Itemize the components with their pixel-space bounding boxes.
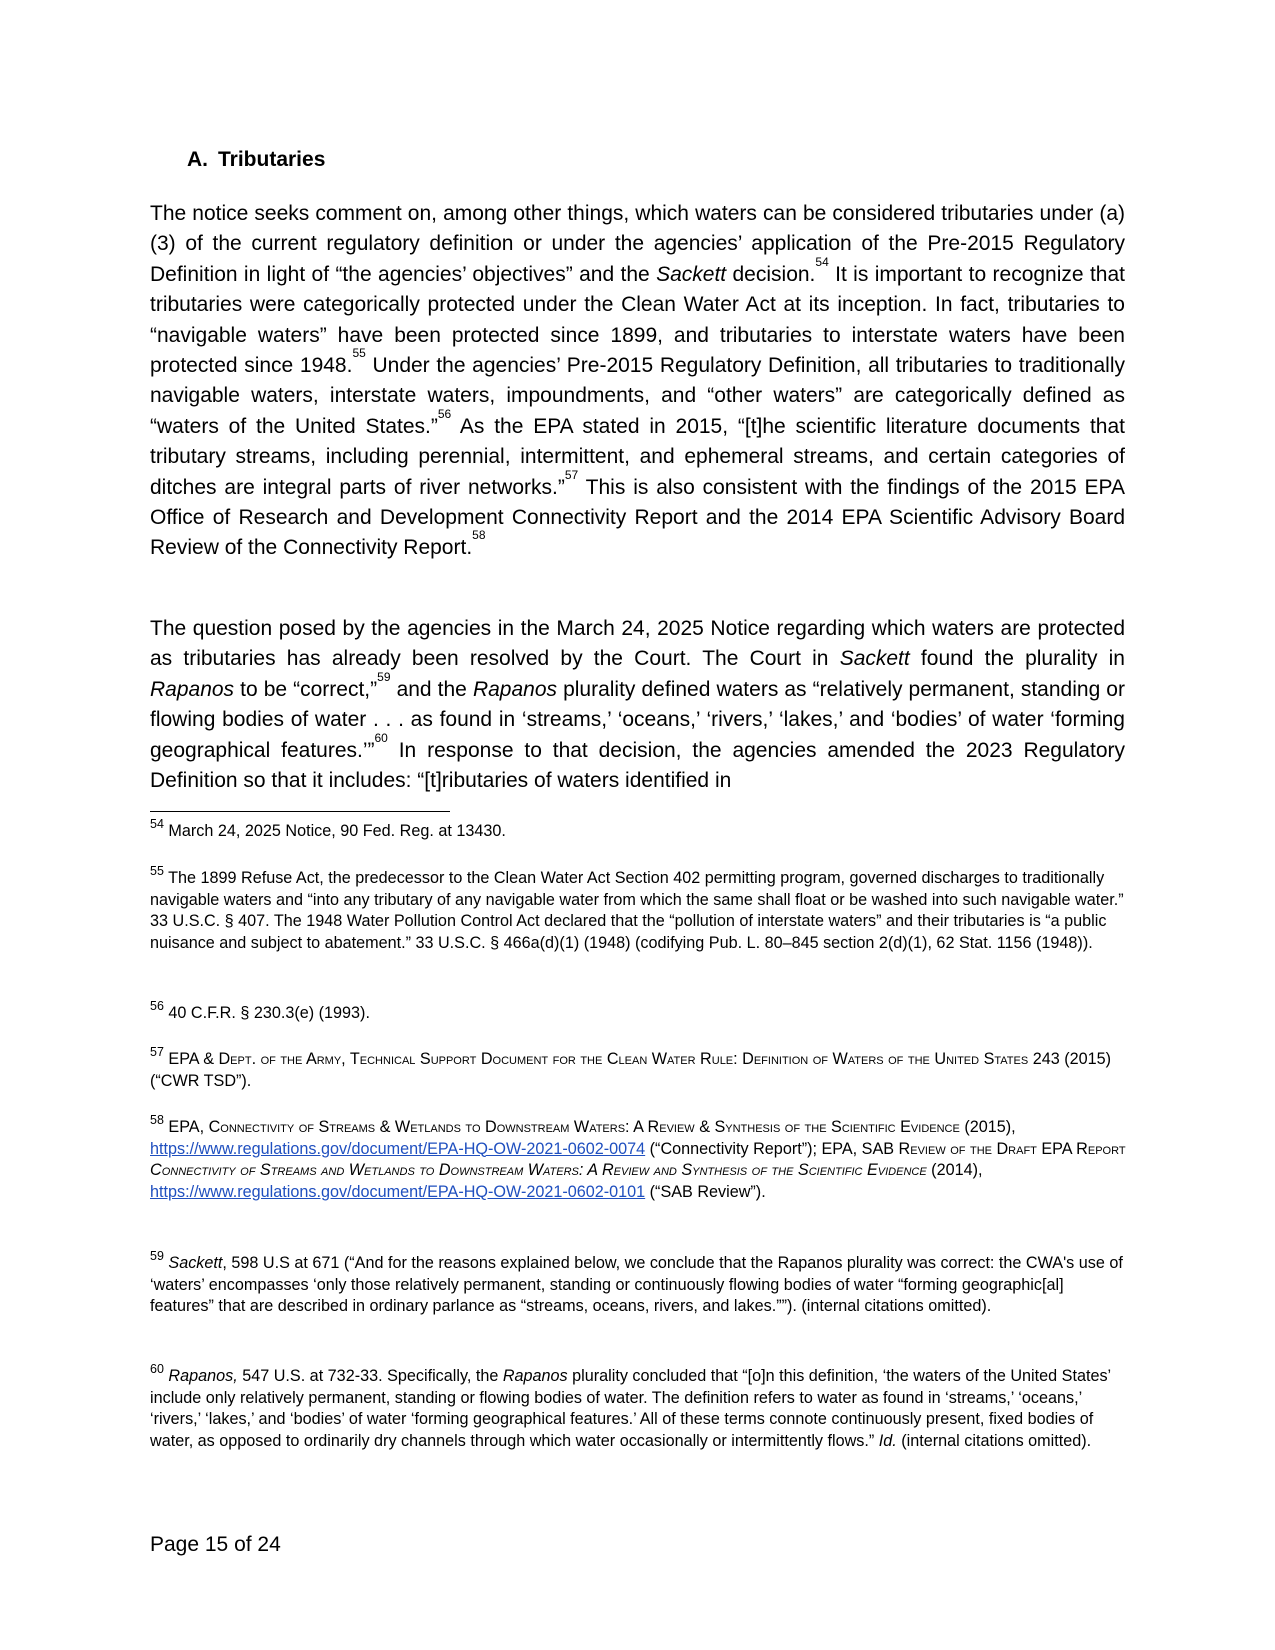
footnote-text: plurality concluded that “[o]n this definition, ‘the waters of the United States’ include only relatively permanent, standing or flowing bodies of water. The definition refers to water as found in ‘streams,’ ‘oceans,’ ‘rivers,’ ‘lakes,’ and ‘bodies’ of water ‘forming geographical features.’ All of these terms connote continuously present, fixed bodies of water, as opposed to ordinarily dry channels through which water occasionally or intermittently flows.” (150, 1367, 1111, 1450)
section-title: Tributaries (218, 148, 326, 171)
footnote-text: The 1899 Refuse Act, the predecessor to the Clean Water Act Section 402 permitting program, governed discharges to traditionally navigable waters and “into any tributary of any navigable water from which the same shall float or be washed into such navigable water.” 33 U.S.C. § 407. The 1948 Water Pollution Control Act declared that the “pollution of interstate waters” and their tributaries is “a public nuisance and subject to abatement.” 33 U.S.C. § 466a(d)(1) (1948) (codifying Pub. L. 80–845 section 2(d)(1), 62 Stat. 1156 (1948)). (150, 869, 1124, 952)
footnote-text: 40 C.F.R. § 230.3(e) (1993). (163, 1004, 370, 1022)
text-span: found the plurality in (909, 647, 1125, 671)
footnote-number: 56 (150, 999, 164, 1013)
case-name: Rapanos (150, 677, 235, 701)
text-span: This is also consistent with the findings of the 2015 EPA Office of Research and Development Connectivity Report and the 2014 EPA Scientific Advisory Board Review of the Connectivity Report. (150, 475, 1125, 560)
footnote-54 (150, 817, 1130, 843)
text-span: plurality defined waters as “relatively permanent, standing or flowing bodies of water . . . as found in ‘streams,’ ‘oceans,’ ‘rivers,’ ‘lakes,’ and ‘bodies’ of water ‘forming geographical features.’” (150, 677, 1125, 762)
footnote-text: (“SAB Review”). (645, 1182, 766, 1201)
footnote-ref-57[interactable]: 57 (564, 467, 579, 482)
paragraph-2 (150, 614, 1125, 796)
page-number: Page 15 of 24 (150, 1533, 281, 1556)
footnote-56 (150, 999, 1130, 1025)
section-heading (187, 148, 325, 172)
footnote-text: 243 (2015) (“CWR TSD”). (150, 1050, 1111, 1090)
footnote-55 (150, 864, 1130, 954)
text-span: decision. (726, 262, 816, 286)
citation-title: EPA, Connectivity of Streams & Wetlands to Downstream Waters: A Review & Synthesis of the Scientific Evidence (163, 1118, 960, 1136)
footnote-58 (150, 1113, 1130, 1203)
case-name: Sackett (163, 1254, 223, 1272)
text-span: and the (390, 677, 473, 701)
connectivity-report-link[interactable]: https://www.regulations.gov/document/EPA-HQ-OW-2021-0602-0074 (150, 1139, 646, 1158)
footnote-ref-58[interactable]: 58 (472, 528, 486, 543)
footnote-57 (150, 1045, 1130, 1092)
footnote-ref-56[interactable]: 56 (437, 406, 452, 421)
footnote-59 (150, 1249, 1130, 1318)
footnote-text: (2015), (959, 1118, 1016, 1136)
citation-title: SAB Review of the Draft EPA Report (861, 1139, 1126, 1158)
footnote-60 (150, 1362, 1130, 1452)
case-name: Rapanos (502, 1367, 568, 1385)
case-name: Sackett (839, 647, 910, 671)
paragraph-1 (150, 199, 1125, 564)
footnote-text: (internal citations omitted). (896, 1431, 1092, 1450)
text-span: It is important to recognize that tributaries were categorically protected under the Clean Water Act at its inception. In fact, tributaries to “navigable waters” have been protected since 1899, and tributaries to interstate waters have been protected since 1948. (150, 262, 1125, 378)
citation-id: Id. (878, 1431, 897, 1450)
footnote-number: 55 (150, 864, 164, 878)
text-span: Under the agencies’ Pre-2015 Regulatory Definition, all tributaries to traditionally navigable waters, interstate waters, impoundments, and “other waters” are categorically defined as “waters of the United States.” (150, 354, 1125, 438)
footnote-number: 59 (150, 1249, 164, 1263)
sab-review-link[interactable]: https://www.regulations.gov/document/EPA-HQ-OW-2021-0602-0101 (150, 1182, 646, 1201)
text-span: to be “correct,” (234, 677, 378, 701)
footnote-number: 54 (150, 817, 164, 831)
footnote-text: (2014), (926, 1161, 983, 1180)
footnote-ref-54[interactable]: 54 (815, 254, 829, 269)
footnote-ref-60[interactable]: 60 (374, 730, 388, 745)
footnote-number: 57 (150, 1045, 164, 1059)
text-span: The notice seeks comment on, among other things, which waters can be considered tributaries under (a)(3) of the current regulatory definition or under the agencies’ application of the Pre-2015 Regulatory Definition in light of “the agencies’ objectives” and the (150, 202, 1125, 286)
section-letter: A. (187, 148, 208, 171)
footnote-text: (“Connectivity Report”); EPA, (645, 1139, 862, 1158)
footnote-ref-55[interactable]: 55 (352, 346, 366, 361)
citation-title-italic: Connectivity of Streams and Wetlands to Downstream Waters: A Review and Synthesis of the Scientific Evidence (150, 1161, 927, 1180)
citation-title: EPA & Dept. of the Army, Technical Support Document for the Clean Water Rule: Definition of Waters of the United States (163, 1050, 1029, 1068)
footnote-text: 547 U.S. at 732-33. Specifically, the (237, 1367, 503, 1385)
text-span: In response to that decision, the agencies amended the 2023 Regulatory Definition so that it includes: “[t]ributaries of waters identified in (150, 738, 1125, 793)
footnote-number: 60 (150, 1362, 164, 1376)
footnote-separator (150, 811, 450, 812)
text-span: The question posed by the agencies in the March 24, 2025 Notice regarding which waters are protected as tributaries has already been resolved by the Court. The Court in (150, 617, 1125, 671)
footnote-text: March 24, 2025 Notice, 90 Fed. Reg. at 13430. (163, 822, 506, 840)
footnote-text: , 598 U.S at 671 (“And for the reasons explained below, we conclude that the Rapanos plurality was correct: the CWA's use of ‘waters’ encompasses ‘only those relatively permanent, standing or continuously flowing bodies of water “forming geographic[al] features” that are described in ordinary parlance as “streams, oceans, rivers, and lakes.””). (internal citations omitted). (150, 1254, 1123, 1316)
footnote-number: 58 (150, 1113, 164, 1127)
text-span: As the EPA stated in 2015, “[t]he scientific literature documents that tributary streams, including perennial, intermittent, and ephemeral streams, and certain categories of ditches are integral parts of river networks.” (150, 414, 1125, 499)
case-name: Sackett (656, 262, 727, 286)
case-name: Rapanos (472, 677, 557, 701)
case-name: Rapanos, (163, 1367, 238, 1385)
footnote-ref-59[interactable]: 59 (377, 669, 391, 684)
